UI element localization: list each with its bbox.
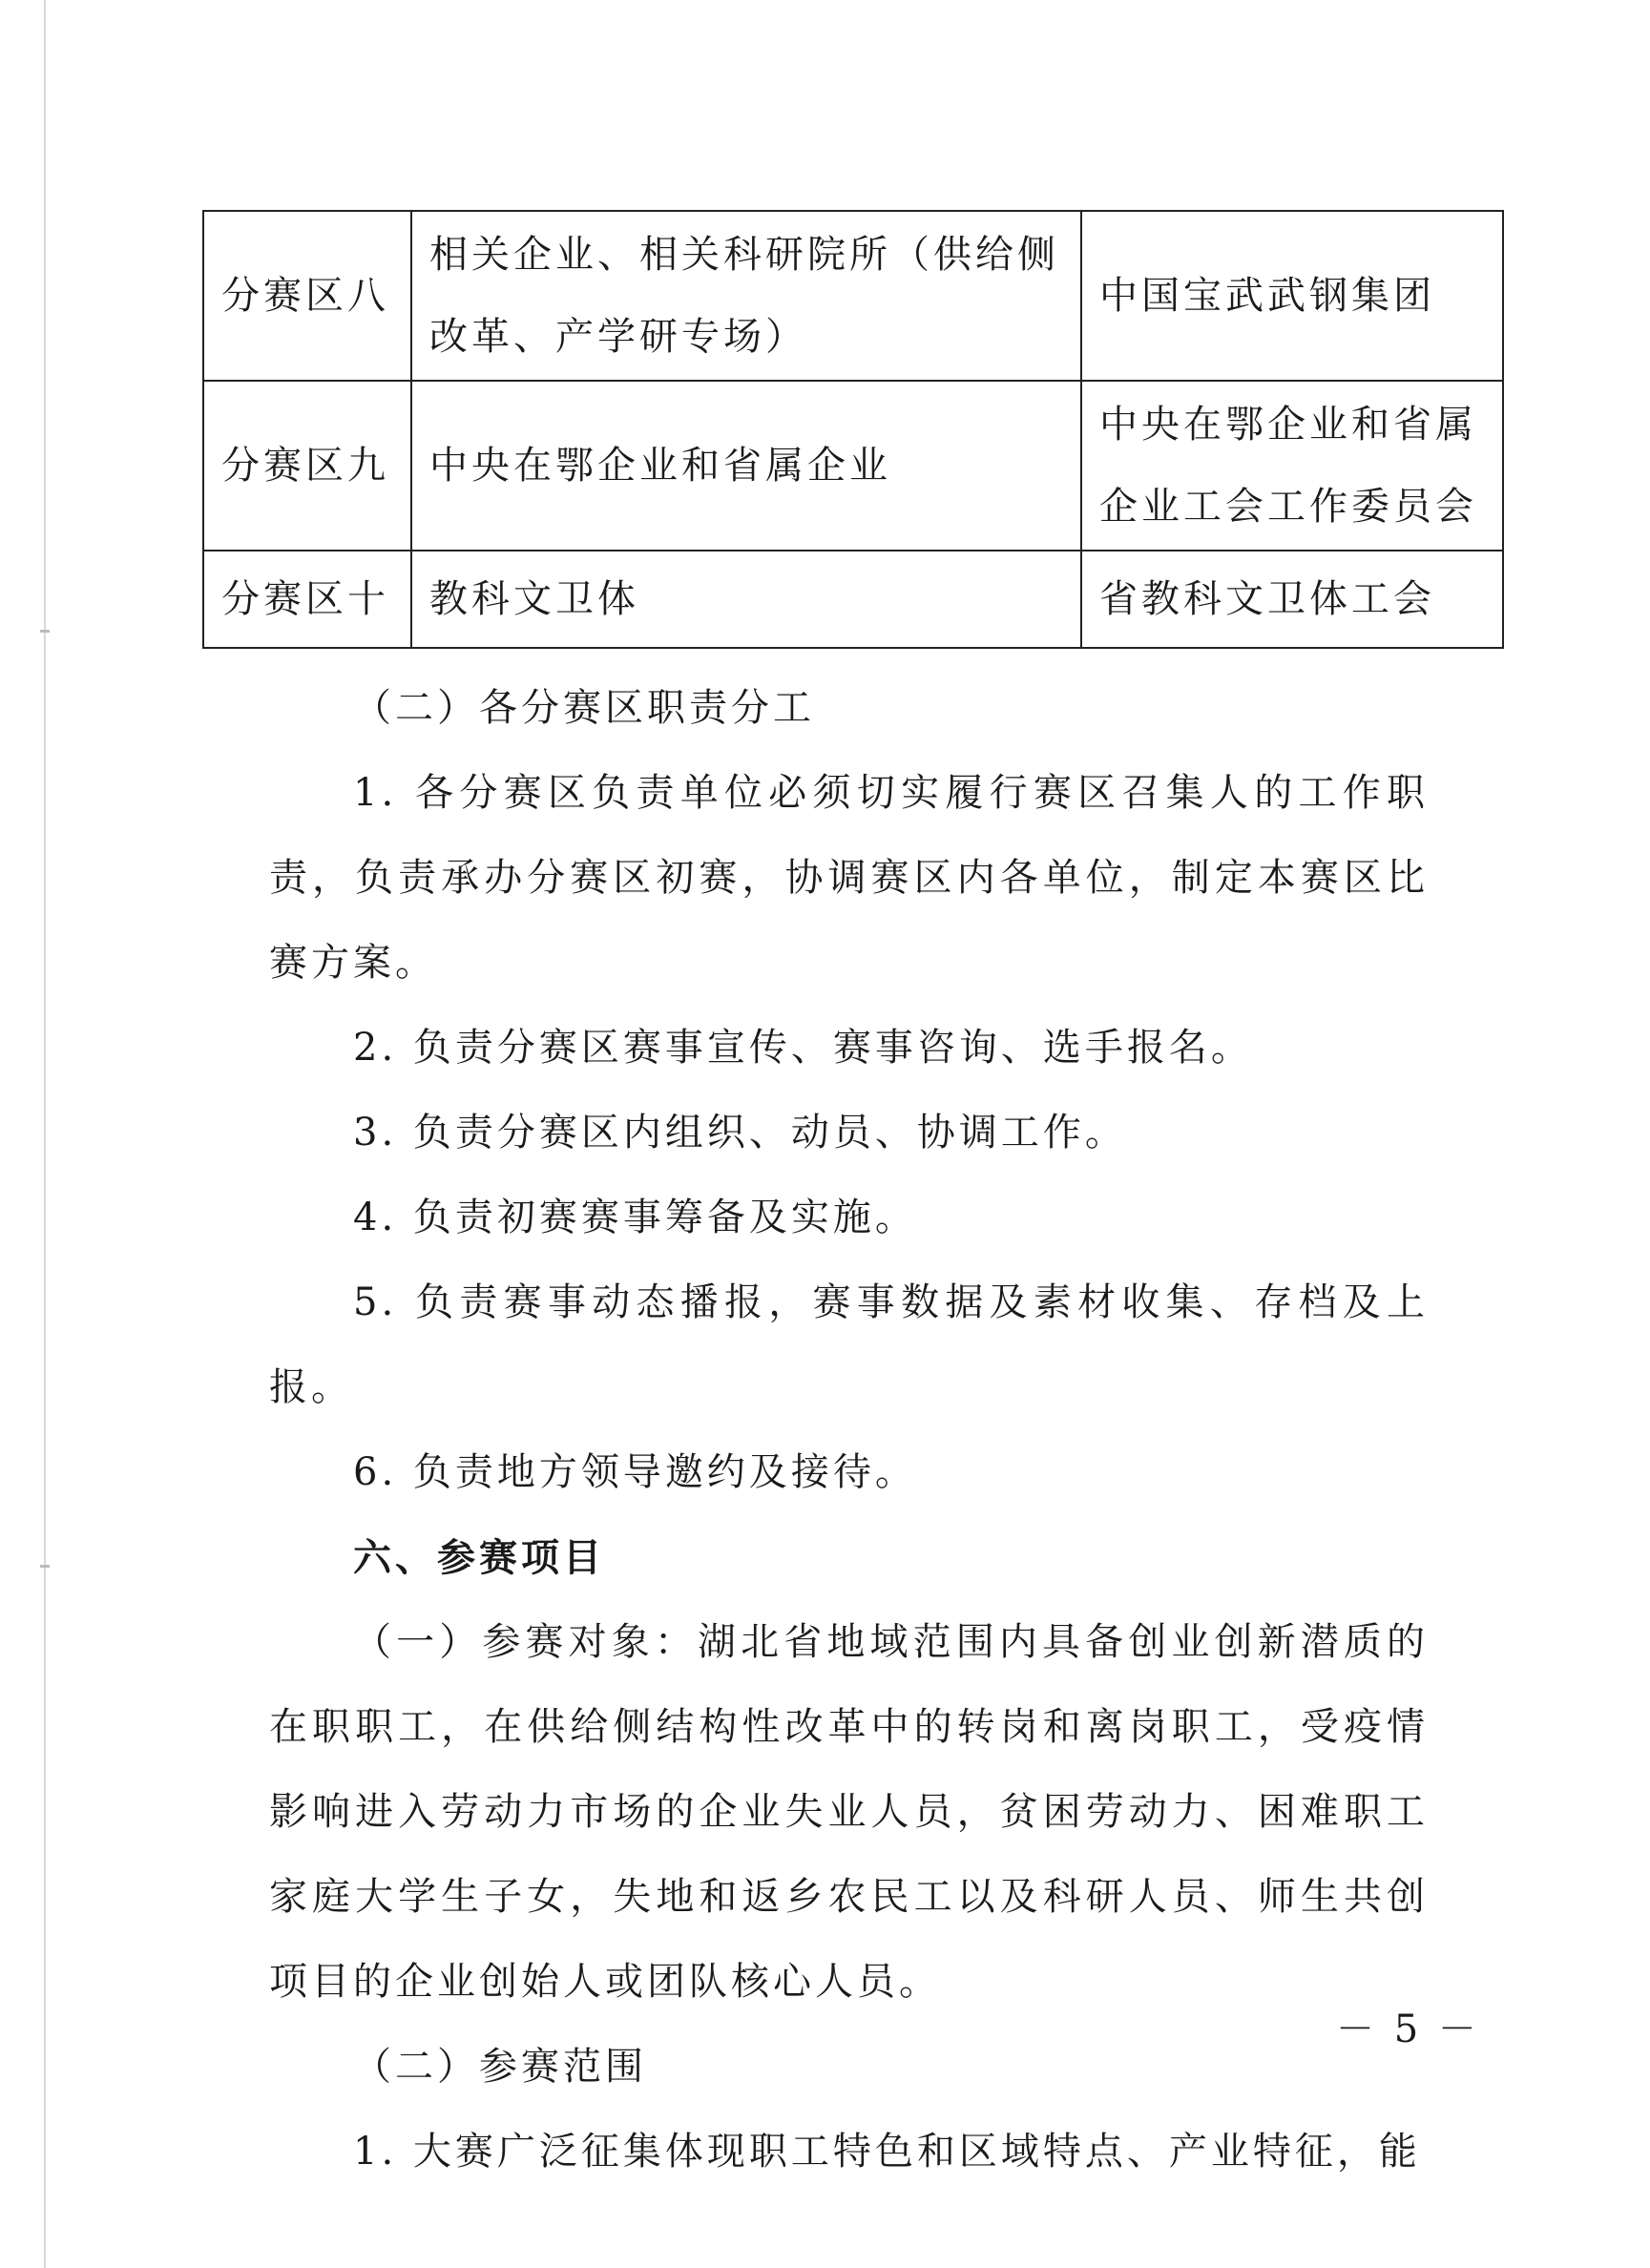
table-row <box>203 551 1503 648</box>
page-number: － 5 － <box>1336 2008 1480 2051</box>
zone-scope: 相关企业、相关科研院所（供给侧改革、产学研专场） <box>411 211 1081 381</box>
zone-name: 分赛区九 <box>203 381 411 551</box>
duty-item: 2. 负责分赛区赛事宣传、赛事咨询、选手报名。 <box>353 1026 1253 1070</box>
duty-item: 6. 负责地方领导邀约及接待。 <box>353 1450 917 1494</box>
section-heading-projects: 六、参赛项目 <box>353 1535 605 1580</box>
duty-item: 1. 各分赛区负责单位必须切实履行赛区召集人的工作职责，负责承办分赛区初赛，协调赛区内各单位，制定本赛区比赛方案。 <box>269 771 1429 985</box>
zone-name: 分赛区八 <box>203 211 411 381</box>
duty-item: 3. 负责分赛区内组织、动员、协调工作。 <box>353 1111 1127 1155</box>
zone-name: 分赛区十 <box>203 551 411 648</box>
zone-organizer: 省教科文卫体工会 <box>1081 551 1503 648</box>
scope-item: 1. 大赛广泛征集体现职工特色和区域特点、产业特征，能 <box>353 2130 1421 2174</box>
table-row <box>203 211 1503 381</box>
zone-organizer: 中国宝武武钢集团 <box>1081 211 1503 381</box>
binding-staple-mark <box>40 1565 50 1568</box>
section-heading-scope: （二）参赛范围 <box>353 2045 647 2089</box>
zone-organizer: 中央在鄂企业和省属企业工会工作委员会 <box>1081 381 1503 551</box>
document-body <box>269 666 1429 2195</box>
binding-staple-mark <box>40 630 50 633</box>
binding-margin-line <box>44 0 46 2268</box>
table-row <box>203 381 1503 551</box>
duty-item: 4. 负责初赛赛事筹备及实施。 <box>353 1196 917 1239</box>
participants-paragraph: （一）参赛对象：湖北省地域范围内具备创业创新潜质的在职职工，在供给侧结构性改革中的转岗和离岗职工，受疫情影响进入劳动力市场的企业失业人员，贫困劳动力、困难职工家庭大学生子女，失地和返乡农民工以及科研人员、师生共创项目的企业创始人或团队核心人员。 <box>269 1620 1429 2004</box>
zone-scope: 教科文卫体 <box>411 551 1081 648</box>
duty-item: 5. 负责赛事动态播报，赛事数据及素材收集、存档及上报。 <box>269 1280 1429 1409</box>
zone-table <box>202 210 1504 649</box>
section-heading-duties: （二）各分赛区职责分工 <box>353 686 815 730</box>
zone-scope: 中央在鄂企业和省属企业 <box>411 381 1081 551</box>
